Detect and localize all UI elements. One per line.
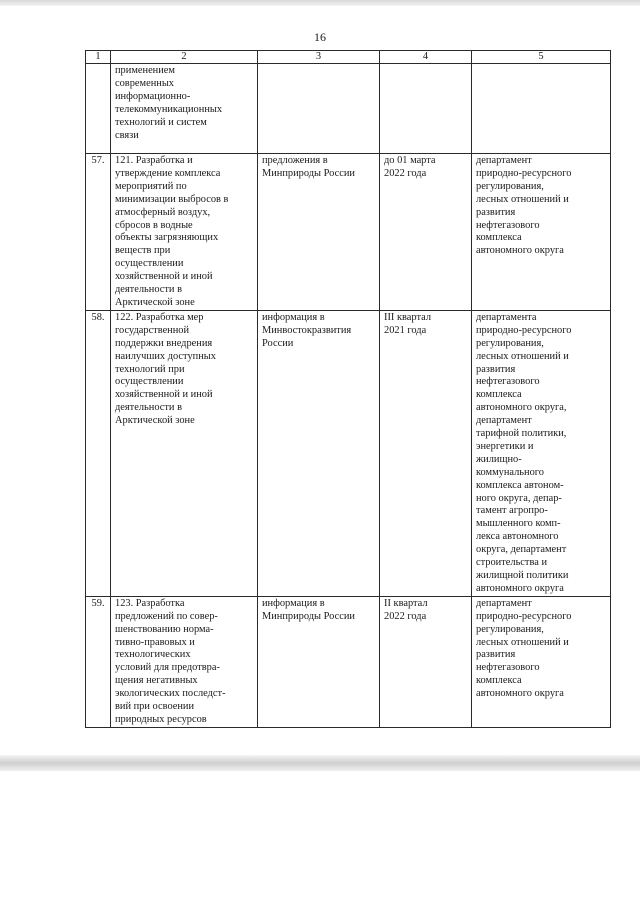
row-number: 59. (86, 596, 111, 727)
deadline-cell: III квартал 2021 года (380, 310, 472, 596)
result-cell (258, 64, 380, 154)
measure-cell: 123. Разработка предложений по совер- шенствованию норма- тивно-правовых и технологических условий для предотвра- щения негативных экологических последст- вий при освоении природных ресурсов (111, 596, 258, 727)
result-cell: предложения в Минприроды России (258, 154, 380, 311)
plan-table (85, 50, 611, 728)
row-number: 57. (86, 154, 111, 311)
responsible-cell: департамент природно-ресурсного регулирования, лесных отношений и развития нефтегазового комплекса автономного округа (472, 154, 611, 311)
column-header: 4 (380, 51, 472, 64)
column-header: 5 (472, 51, 611, 64)
column-header: 1 (86, 51, 111, 64)
table-row (86, 596, 611, 727)
deadline-cell: II квартал 2022 года (380, 596, 472, 727)
table-row (86, 310, 611, 596)
scan-shadow-top (0, 0, 640, 6)
scan-edge-bottom (0, 755, 640, 771)
table-row (86, 64, 611, 154)
table-row (86, 154, 611, 311)
responsible-cell (472, 64, 611, 154)
column-header: 3 (258, 51, 380, 64)
measure-cell: 122. Разработка мер государственной поддержки внедрения наилучших доступных технологий при осуществлении хозяйственной и иной деятельности в Арктической зоне (111, 310, 258, 596)
measure-cell: применением современных информационно- телекоммуникационных технологий и систем связи (111, 64, 258, 154)
deadline-cell (380, 64, 472, 154)
result-cell: информация в Минприроды России (258, 596, 380, 727)
result-cell: информация в Минвостокразвития России (258, 310, 380, 596)
responsible-cell: департамента природно-ресурсного регулирования, лесных отношений и развития нефтегазового комплекса автономного округа, департамент тарифной политики, энергетики и жилищно- коммунального комплекса автоном- ного округа, депар- тамент агропро- мышленного комп- лекса автономного округа, департамент строительства и жилищной политики автономного округа (472, 310, 611, 596)
row-number: 58. (86, 310, 111, 596)
column-header: 2 (111, 51, 258, 64)
measure-cell: 121. Разработка и утверждение комплекса мероприятий по минимизации выбросов в атмосферный воздух, сбросов в водные объекты загрязняющих веществ при осуществлении хозяйственной и иной деятельности в Арктической зоне (111, 154, 258, 311)
page-number: 16 (314, 30, 326, 44)
responsible-cell: департамент природно-ресурсного регулирования, лесных отношений и развития нефтегазового комплекса автономного округа (472, 596, 611, 727)
table-header-row (86, 51, 611, 64)
row-number (86, 64, 111, 154)
deadline-cell: до 01 марта 2022 года (380, 154, 472, 311)
